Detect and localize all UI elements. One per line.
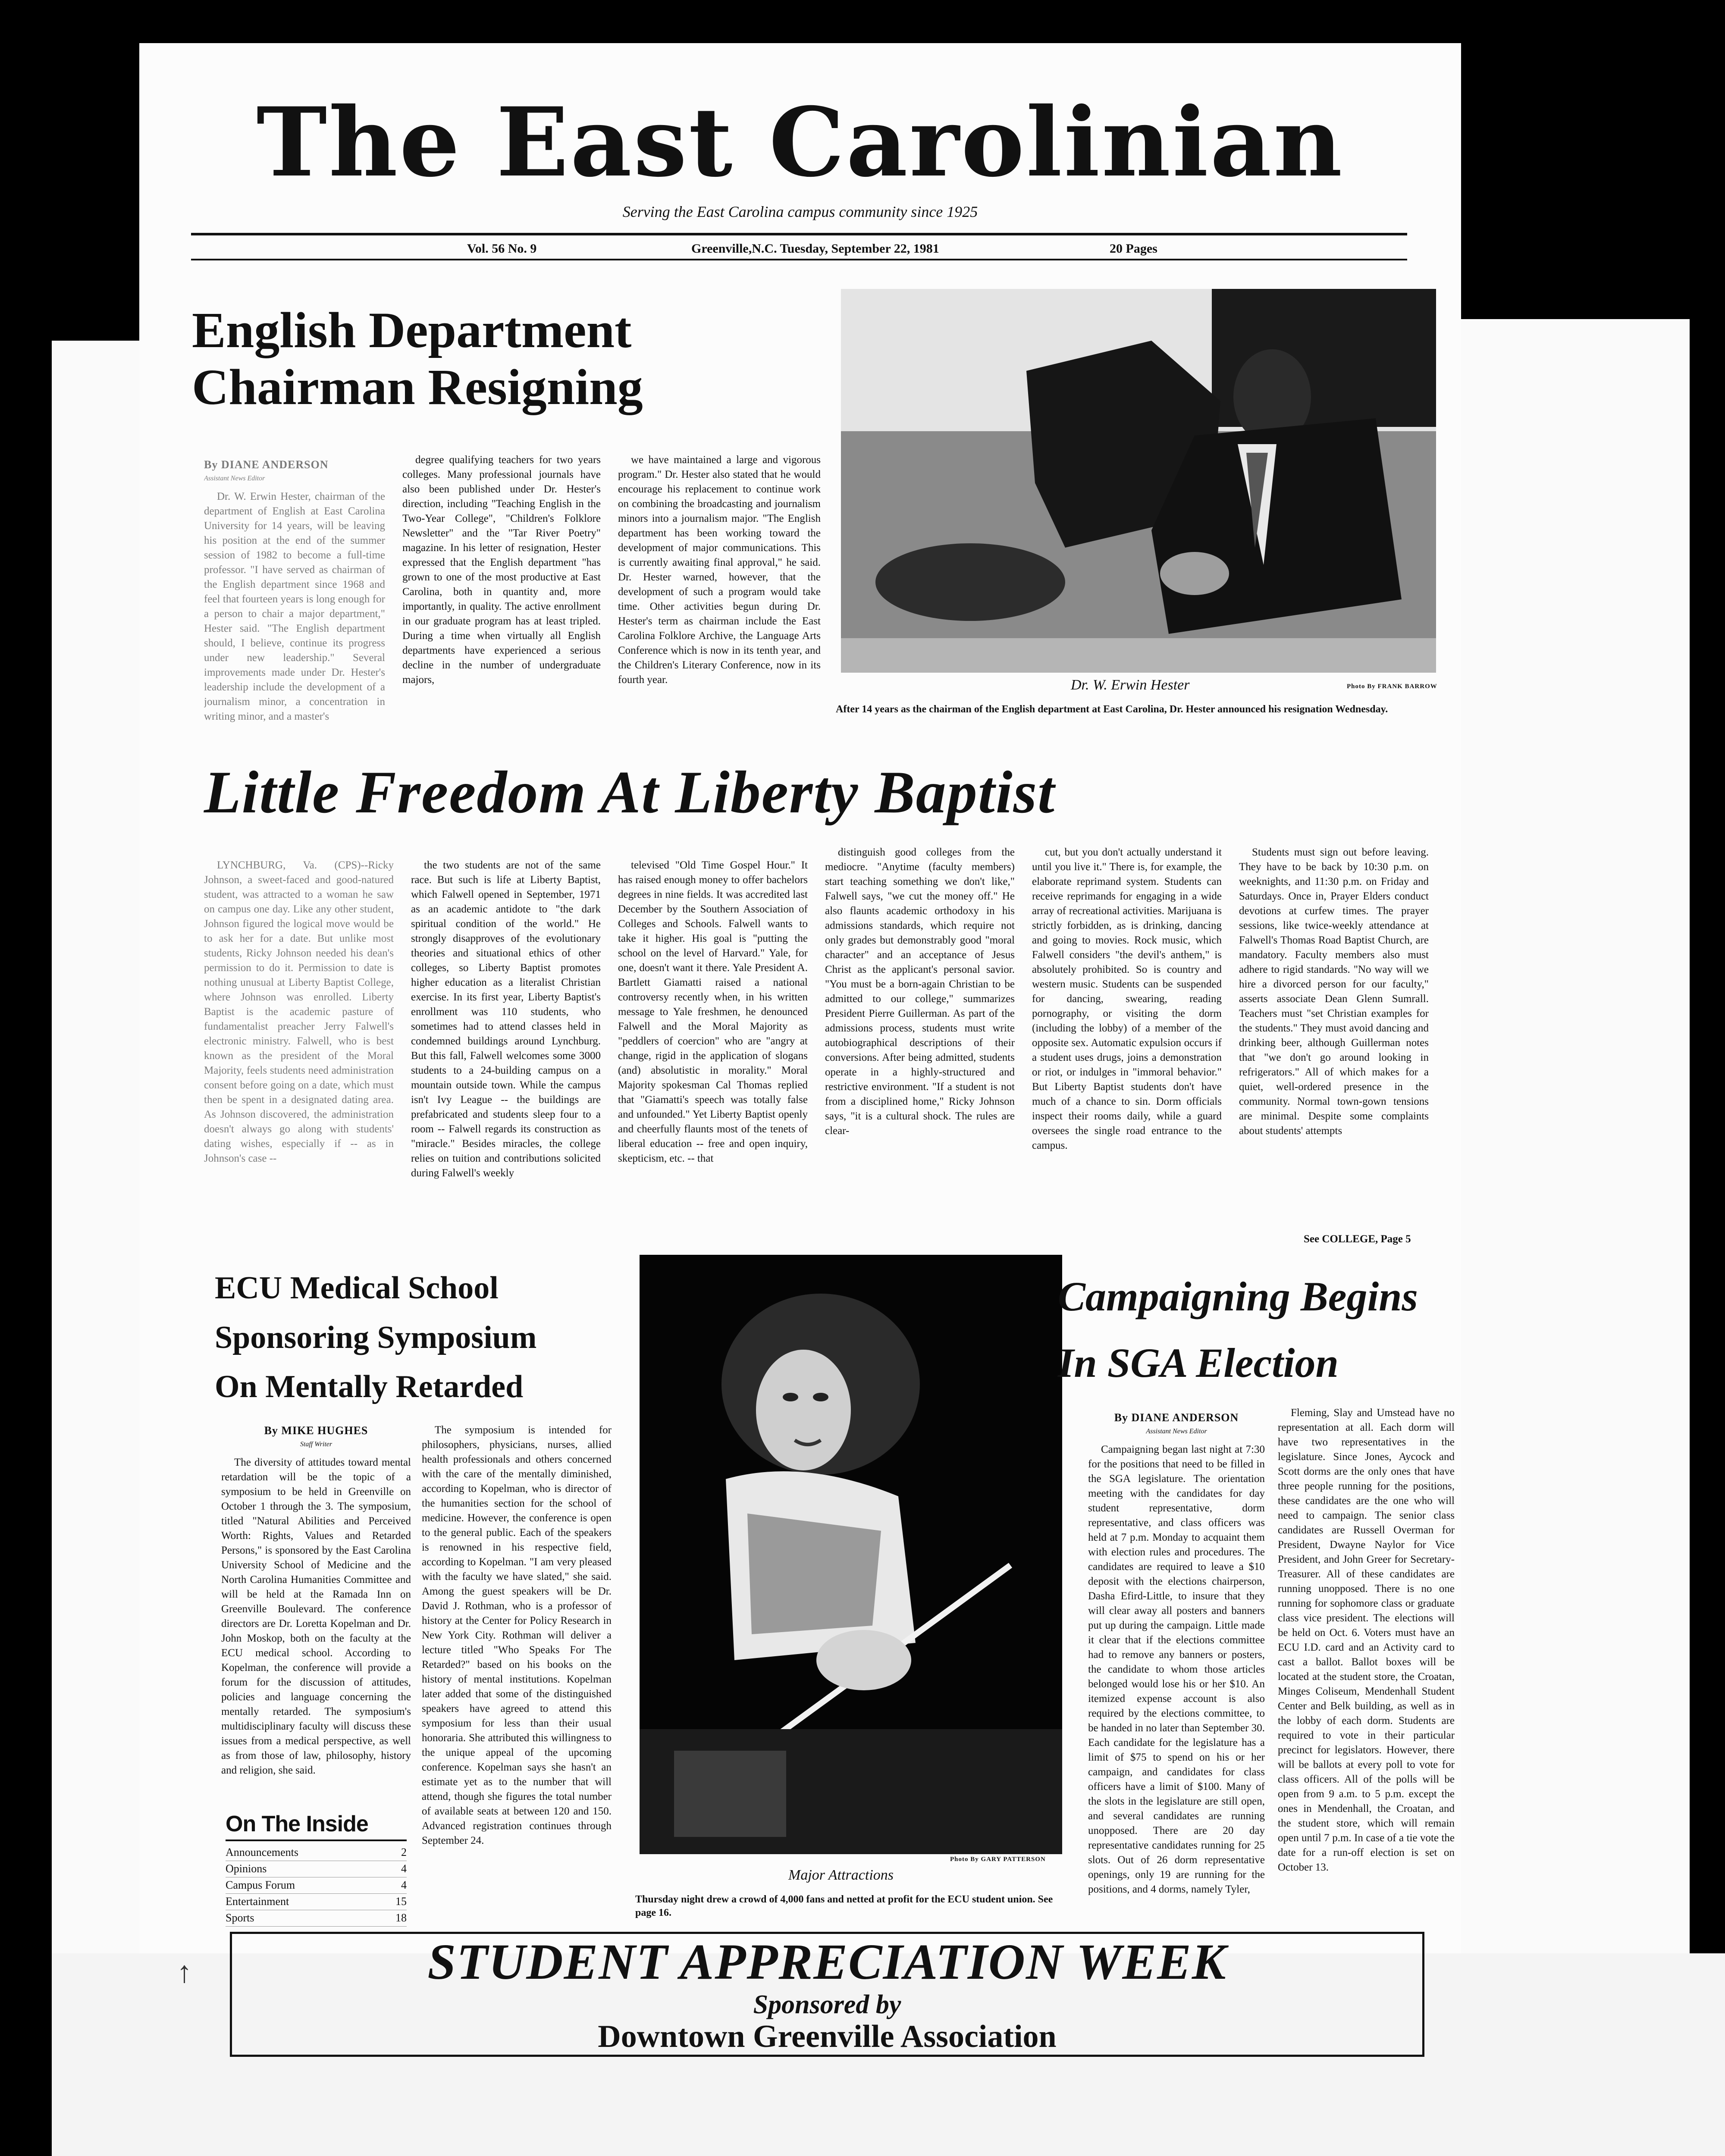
liberty-col-4	[825, 845, 1015, 1255]
inside-item-label: Announcements	[226, 1846, 298, 1858]
on-the-inside-title: On The Inside	[226, 1811, 407, 1841]
masthead-rule-top	[191, 233, 1407, 235]
english-col-3	[618, 453, 821, 793]
volume-number: Vol. 56 No. 9	[467, 241, 537, 256]
concert-photo	[640, 1255, 1062, 1854]
inside-item-label: Entertainment	[226, 1895, 289, 1908]
hester-photo-name: Dr. W. Erwin Hester	[1071, 677, 1190, 693]
inside-item-label: Opinions	[226, 1862, 267, 1875]
masthead-title: The East Carolinian	[256, 86, 1344, 198]
english-col-1	[204, 457, 385, 793]
inside-item-page: 15	[395, 1895, 407, 1908]
inside-item[interactable]	[226, 1894, 407, 1910]
on-the-inside-box	[226, 1811, 407, 1927]
ecu-headline-line-3: On Mentally Retarded	[215, 1369, 524, 1405]
ecu-headline-line-2: Sponsoring Symposium	[215, 1319, 537, 1355]
inside-item-label: Sports	[226, 1911, 254, 1924]
english-byline-title: Assistant News Editor	[204, 475, 265, 483]
english-text-3: we have maintained a large and vigorous program." Dr. Hester also stated that he would encourage his replacement to continue work on combining the broadcasting and journalism minors into a journalism major. "The English department has been working toward the development of major communications. This is currently awaiting final approval," he said. Dr. Hester warned, however, that the development of such a program would take time. Other activities begun during Dr. Hester's term as chairman include the East Carolina Folklore Archive, the Language Arts Conference which is now in its tenth year, and the Children's Literary Conference, now in its fourth year.	[618, 454, 821, 686]
student-appreciation-ad	[230, 1932, 1424, 2057]
hester-photo	[841, 289, 1436, 673]
scroll-arrow-icon: ↑	[177, 1956, 192, 1989]
liberty-col-1	[204, 858, 394, 1246]
english-col-2	[402, 453, 601, 793]
sga-headline	[1058, 1263, 1418, 1396]
ad-organization: Downtown Greenville Association	[598, 2018, 1057, 2054]
dateline: Greenville,N.C. Tuesday, September 22, 1981	[691, 241, 939, 256]
inside-item[interactable]	[226, 1877, 407, 1894]
sga-col-1	[1088, 1410, 1265, 1953]
english-byline: By DIANE ANDERSON	[204, 458, 329, 471]
english-headline	[192, 302, 643, 416]
english-headline-line-2: Chairman Resigning	[192, 359, 643, 416]
liberty-text-6: Students must sign out before leaving. They have to be back by 10:30 p.m. on weeknights, and 11:30 p.m. on Friday and Saturdays. Once in, Prayer Elders conduct devotions at curfew times. The prayer sessions, like twice-weekly attendance at Falwell's Thomas Road Baptist Church, are mandatory. Faculty members also must adhere to rigid standards. "No way will we hire a divorced person for our faculty," asserts associate Dean Glenn Sumrall. Teachers must "set Christian examples for the students." They must avoid dancing and drinking beer, although Guillerman notes that "we don't go around looking in refrigerators." All of which makes for a quiet, well-ordered presence in the community. Normal town-gown tensions are minimal. Despite some complaints about students' attempts	[1239, 846, 1429, 1137]
sga-byline-title: Assistant News Editor	[1146, 1428, 1207, 1435]
ad-title: STUDENT APPRECIATION WEEK	[427, 1934, 1227, 1990]
newspaper-page	[139, 43, 1461, 2054]
inside-item-page: 2	[401, 1846, 407, 1858]
ecu-col-2	[422, 1423, 612, 1966]
ecu-headline	[215, 1263, 536, 1412]
hester-photo-credit: Photo By FRANK BARROW	[1347, 683, 1437, 690]
sga-text-1: Campaigning began last night at 7:30 for the positions that need to be filled in the SGA legislature. The orientation meeting with the candidates for day student representative, dorm representative, and class officers was held at 7 p.m. Monday to acquaint them with election rules and procedures. The candidates are required to leave a $10 deposit with the elections chairperson, Dasha Efird-Little, to insure that they will clear away all posters and banners put up during the campaign. Little made it clear that if the elections committee had to remove any banners or posters, the candidate to whom those articles belonged would lose his or her $10. An itemized expense account is also required by the elections committee, to be handed in no later than September 30. Each candidate for the legislature has a limit of $75 to spend on his or her campaign, and candidates for class officers have a limit of $100. Many of the slots in the legislature are still open, and several candidates are running unopposed. There are 20 day representative candidates running for 25 slots. Out of 26 dorm representative openings, only 19 are running for the positions, and 4 dorms, namely Tyler,	[1088, 1444, 1265, 1896]
concert-photo-title: Major Attractions	[788, 1867, 894, 1883]
liberty-col-2	[411, 858, 601, 1246]
english-text-2: degree qualifying teachers for two years colleges. Many professional journals have also been published under Dr. Hester's direction, including "Teaching English in the Two-Year College", "Children's Folklore Newsletter" and the "Tar River Poetry" magazine. In his letter of resignation, Hester expressed that the English department "has grown to one of the most productive at East Carolina, both in quantity and, more importantly, in quality. The active enrollment in our graduate program has at least tripled. During a time when virtually all English departments have experienced a serious decline in the number of undergraduate majors,	[402, 454, 601, 686]
sga-col-2	[1278, 1406, 1455, 1949]
concert-photo-image	[640, 1255, 1062, 1854]
english-text-1: Dr. W. Erwin Hester, chairman of the department of English at East Carolina University for 14 years, will be leaving his position at the end of the summer session of 1982 to become a full-time professor. "I have served as chairman of the English department since 1968 and feel that fourteen years is long enough for a person to chair a major department," Hester said. "The English department should, I believe, continue its progress under new leadership." Several improvements made under Dr. Hester's leadership include the development of a journalism minor, a concentration in writing minor, and a master's	[204, 491, 385, 723]
liberty-col-5	[1032, 845, 1222, 1255]
sga-headline-line-2: In SGA Election	[1058, 1339, 1339, 1386]
sga-byline: By DIANE ANDERSON	[1114, 1411, 1239, 1424]
liberty-jump-line[interactable]: See COLLEGE, Page 5	[1304, 1233, 1411, 1245]
ecu-col-1	[221, 1423, 411, 1802]
masthead-rule-bottom	[191, 259, 1407, 260]
liberty-text-5: cut, but you don't actually understand it until you live it." There is, for example, the elaborate reprimand system. Students can receive reprimands for engaging in a wide array of recreational activities. Marijuana is strictly forbidden, as is drinking, dancing and going to movies. Rock music, which Falwell considers "the devil's anthem," is absolutely prohibited. So is country and western music. Students can be suspended for dancing, swearing, reading pornography, or visiting the dorm (including the lobby) of a member of the opposite sex. Automatic expulsion occurs if a student uses drugs, joins a demonstration or riot, or indulges in "immoral behavior." But Liberty Baptist students don't have much of a chance to sin. Dorm officials inspect their rooms daily, while a guard oversees the single road entrance to the campus.	[1032, 846, 1222, 1151]
ecu-text-1: The diversity of attitudes toward mental retardation will be the topic of a symposium to be held in Greenville on October 1 through the 3. The symposium, titled "Natural Abilities and Perceived Worth: Rights, Values and Retarded Persons," is sponsored by the East Carolina University School of Medicine and the North Carolina Humanities Committee and will be held at the Ramada Inn on Greenville Boulevard. The conference directors are Dr. Loretta Kopelman and Dr. John Moskop, both on the faculty at the ECU medical school. According to Kopelman, the conference will provide a forum for the discussion of attitudes, policies and language concerning the mentally retarded. The symposium's multidisciplinary faculty will discuss these issues from a medical perspective, as well as from those of law, philosophy, history and religion, she said.	[221, 1457, 411, 1777]
page-count: 20 Pages	[1110, 241, 1157, 256]
ad-sponsored-by: Sponsored by	[753, 1990, 901, 2019]
liberty-headline: Little Freedom At Liberty Baptist	[204, 759, 1055, 826]
hester-photo-caption: After 14 years as the chairman of the English department at East Carolina, Dr. Hester announced his resignation Wednesday.	[836, 704, 1388, 715]
liberty-text-3: televised "Old Time Gospel Hour." It has raised enough money to offer bachelors degrees in nine fields. It was accredited last December by the Southern Association of Colleges and Schools. Falwell wants to take it higher. His goal is "putting the school on the level of Harvard." Yale, for one, doesn't want it there. Yale President A. Bartlett Giamatti raised a national controversy recently when, in his written message to Yale freshmen, he denounced Falwell and the Moral Majority as "peddlers of coercion" who are "angry at change, rigid in the application of slogans (and) absolutistic in morality." Moral Majority spokesman Cal Thomas replied that "Giamatti's speech was totally false and unfounded." Yet Liberty Baptist openly and cheerfully flaunts most of the tenets of liberal education -- free and open inquiry, skepticism, etc. -- that	[618, 859, 808, 1164]
on-the-inside-list	[226, 1845, 407, 1927]
concert-photo-credit: Photo By GARY PATTERSON	[950, 1856, 1046, 1863]
liberty-text-2: the two students are not of the same race. But such is life at Liberty Baptist, which Falwell opened in September, 1971 as an academic antidote to "the dark spiritual condition of the world." He strongly disapproves of the evolutionary theories and situational ethics of other colleges, so Liberty Baptist promotes higher education as a literalist Christian exercise. In its first year, Liberty Baptist's enrollment was 110 students, who sometimes had to attend classes held in condemned buildings around Lynchburg. But this fall, Falwell welcomes some 3000 students to a 24-building campus on a mountain outside town. While the campus isn't Ivy League -- the buildings are prefabricated and students sleep four to a room -- Falwell regards its construction as "miracle." Besides miracles, the college relies on tuition and contributions solicited during Falwell's weekly	[411, 859, 601, 1179]
ecu-text-2: The symposium is intended for philosophers, physicians, nurses, allied health professionals and others concerned with the care of the mentally diminished, according to Kopelman, who is director of the humanities section for the school of medicine. However, the conference is open to the general public. Each of the speakers is renowned in his respective field, according to Kopelman. "I am very pleased with the faculty we have slated," she said. Among the guest speakers will be Dr. David J. Rothman, who is a professor of history at the Center for Policy Research in New York City. Rothman will deliver a lecture titled "Who Speaks For The Retarded?" based on his books on the history of mental institutions. Kopelman later added that some of the distinguished speakers have agreed to attend this symposium for less than their usual honoraria. She attributed this willingness to the unique appeal of the upcoming conference. Kopelman says she hasn't an estimate yet as to the number that will attend, though she figures the total number of available seats at between 120 and 150. Advanced registration continues through September 24.	[422, 1424, 612, 1846]
masthead-tagline: Serving the East Carolina campus community since 1925	[622, 203, 978, 220]
hester-photo-image	[841, 289, 1436, 673]
inside-item-page: 18	[395, 1911, 407, 1924]
ecu-byline-title: Staff Writer	[300, 1441, 332, 1448]
concert-photo-caption: Thursday night drew a crowd of 4,000 fans and netted at profit for the ECU student union. See page 16.	[635, 1894, 1053, 1919]
inside-item-page: 4	[401, 1862, 407, 1875]
sga-text-2: Fleming, Slay and Umstead have no representation at all. Each dorm will have two representatives in the legislature. Since Jones, Aycock and Scott dorms are the only ones that have three people running for the positions, these candidates are the one who will need to campaign. The senior class candidates are Russell Overman for President, Dwayne Naylor for Vice President, and John Greer for Secretary-Treasurer. All of these candidates are running unopposed. There is no one running for sophomore class or graduate class vice president. The elections will be held on Oct. 6. Voters must have an ECU I.D. card and an Activity card to cast a ballot. Ballot boxes will be located at the student store, the Croatan, Minges Coliseum, Mendenhall Student Center and Belk building, as well as in the lobby of each dorm. Students are required to vote in their particular precinct for legislators. However, there will be ballots at every poll to vote for class officers. All of the polls will be open from 9 a.m. to 5 p.m. except the ones in Mendenhall, the Croatan, and the student store, which will remain open until 7 p.m. In case of a tie vote the date for a run-off election is set on October 13.	[1278, 1407, 1455, 1873]
inside-item[interactable]	[226, 1845, 407, 1861]
inside-item-page: 4	[401, 1878, 407, 1891]
sga-headline-line-1: Campaigning Begins	[1058, 1273, 1418, 1319]
inside-item[interactable]	[226, 1910, 407, 1927]
liberty-text-1: LYNCHBURG, Va. (CPS)--Ricky Johnson, a sweet-faced and good-natured student, was attracted to a woman he saw on campus one day. Like any other student, Johnson figured the logical move would be to ask her for a date. But unlike most students, Ricky Johnson needed his dean's permission to do it. Permission to date is nothing unusual at Liberty Baptist College, where Johnson was enrolled. Liberty Baptist is the academic pasture of fundamentalist preacher Jerry Falwell's electronic ministry. Falwell, who is best known as the president of the Moral Majority, feels students need administration consent before going on a date, which must then be spent in a designated dating area. As Johnson discovered, the administration doesn't always go along with students' dating wishes, especially if -- as in Johnson's case --	[204, 859, 394, 1164]
english-headline-line-1: English Department	[192, 302, 632, 358]
inside-item-label: Campus Forum	[226, 1878, 295, 1891]
ecu-headline-line-1: ECU Medical School	[215, 1270, 499, 1306]
background-sheet-right	[1461, 319, 1690, 1984]
liberty-col-6	[1239, 845, 1429, 1225]
liberty-text-4: distinguish good colleges from the mediocre. "Anytime (faculty members) start teaching something we don't like," Falwell says, "we cut the money off." He also flaunts academic orthodoxy in his admissions standards, which require not only grades but demonstrably good "moral character" and an acceptance of Jesus Christ as the applicant's personal savior. "You must be a born-again Christian to be admitted to our college," summarizes President Pierre Guillerman. As part of the admissions process, students must write autobiographical descriptions of their conversions. After being admitted, students operate in a highly-structured and restrictive environment. "If a student is not from a disciplined home," Ricky Johnson says, "it is a cultural shock. The rules are clear-	[825, 846, 1015, 1137]
liberty-col-3	[618, 858, 808, 1246]
inside-item[interactable]	[226, 1861, 407, 1877]
ecu-byline: By MIKE HUGHES	[264, 1424, 368, 1437]
